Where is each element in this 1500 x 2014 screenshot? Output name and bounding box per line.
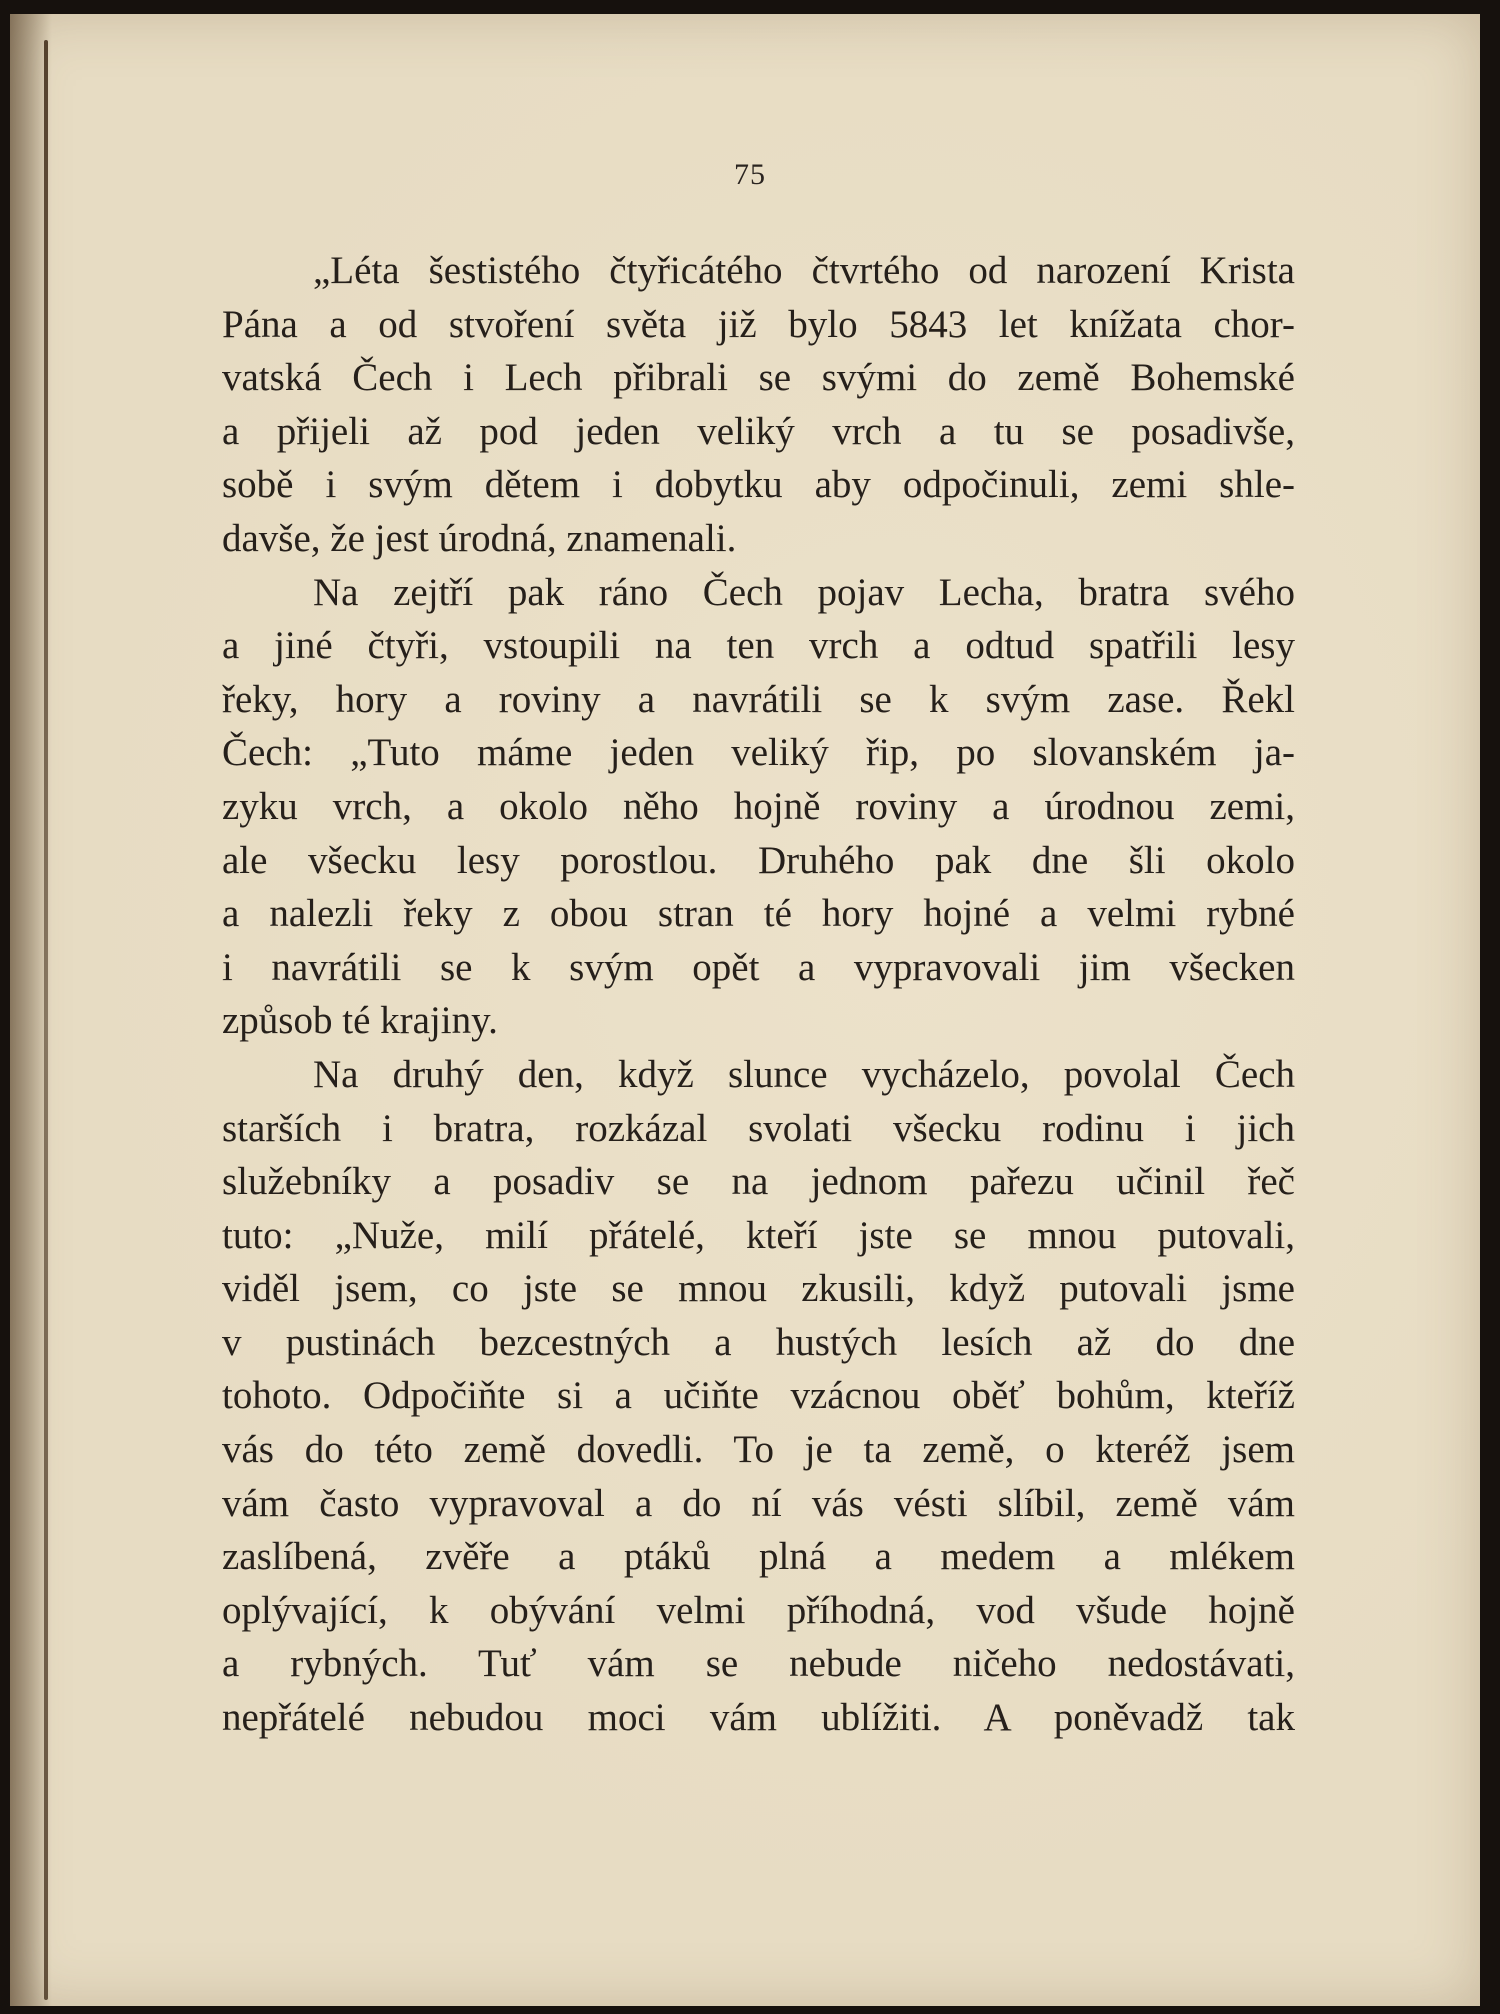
text-line: Čech: „Tuto máme jeden veliký řip, po slovanském ja-: [222, 731, 1295, 775]
text-line: a nalezli řeky z obou stran té hory hojné a velmi rybné: [222, 892, 1295, 936]
text-line: nepřátelé nebudou moci vám ublížiti. A poněvadž tak: [222, 1696, 1295, 1740]
text-line: ale všecku lesy porostlou. Druhého pak dne šli okolo: [222, 838, 1295, 882]
text-line: a jiné čtyři, vstoupili na ten vrch a odtud spatřili lesy: [222, 624, 1295, 668]
page-binding-edge: [44, 40, 48, 2000]
text-line: zyku vrch, a okolo něho hojně roviny a úrodnou zemi,: [222, 784, 1295, 828]
text-line: a přijeli až pod jeden veliký vrch a tu se posadivše,: [222, 409, 1295, 453]
text-line: sobě i svým dětem i dobytku aby odpočinuli, zemi shle-: [222, 463, 1295, 507]
text-line: řeky, hory a roviny a navrátili se k svým zase. Řekl: [222, 677, 1295, 721]
text-line: vatská Čech i Lech přibrali se svými do země Bohemské: [222, 356, 1295, 400]
text-line: i navrátili se k svým opět a vypravovali jim všecken: [222, 945, 1295, 989]
text-line: viděl jsem, co jste se mnou zkusili, když putovali jsme: [222, 1267, 1295, 1311]
text-line: Pána a od stvoření světa již bylo 5843 let knížata chor-: [222, 302, 1295, 346]
text-line: tohoto. Odpočiňte si a učiňte vzácnou oběť bohům, kteříž: [222, 1374, 1295, 1418]
text-line: zaslíbená, zvěře a ptáků plná a medem a mlékem: [222, 1535, 1295, 1579]
text-line: davše, že jest úrodná, znamenali.: [222, 516, 737, 560]
text-line: v pustinách bezcestných a hustých lesích až do dne: [222, 1320, 1295, 1364]
body-text: [222, 244, 1295, 1745]
text-line: Na zejtří pak ráno Čech pojav Lecha, bratra svého: [313, 570, 1295, 614]
text-line: oplývající, k obývání velmi příhodná, vod všude hojně: [222, 1588, 1295, 1632]
text-line: Na druhý den, když slunce vycházelo, povolal Čech: [313, 1052, 1295, 1096]
text-line: „Léta šestistého čtyřicátého čtvrtého od narození Krista: [313, 249, 1295, 292]
text-line: tuto: „Nuže, milí přátelé, kteří jste se mnou putovali,: [222, 1213, 1295, 1257]
text-line: a rybných. Tuť vám se nebude ničeho nedostávati,: [222, 1642, 1295, 1686]
text-line: vám často vypravoval a do ní vás vésti slíbil, země vám: [222, 1481, 1295, 1525]
text-line: starších i bratra, rozkázal svolati všecku rodinu i jich: [222, 1106, 1295, 1150]
text-line: služebníky a posadiv se na jednom pařezu učinil řeč: [222, 1160, 1295, 1204]
text-line: způsob té krajiny.: [222, 999, 498, 1043]
page-number: 75: [734, 158, 766, 191]
text-line: vás do této země dovedli. To je ta země, o kteréž jsem: [222, 1428, 1295, 1472]
